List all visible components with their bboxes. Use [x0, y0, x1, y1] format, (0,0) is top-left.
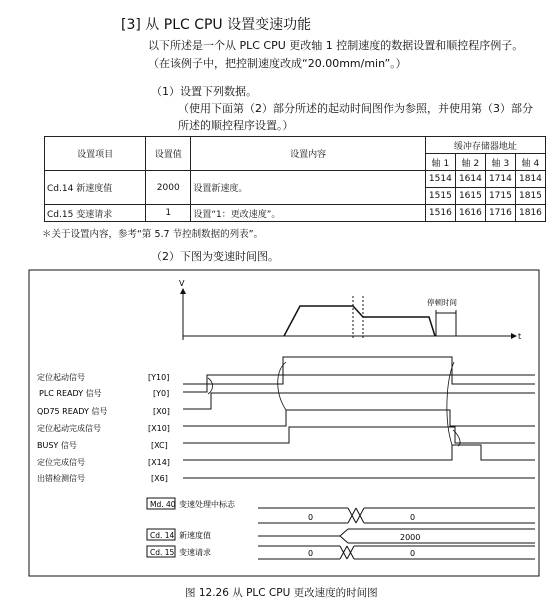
- item-code: Cd.14: [47, 184, 74, 194]
- md40-name: 变速处理中标志: [179, 500, 235, 509]
- addr-cell: 1715: [485, 188, 515, 205]
- item-name: 变速请求: [76, 209, 113, 220]
- addr-cell: 1716: [485, 205, 515, 222]
- addr-cell: 1816: [515, 205, 545, 222]
- v-axis-arrow: [180, 288, 186, 294]
- section-number: [3]: [121, 17, 141, 33]
- header-buffer: 缓冲存储器地址: [425, 137, 545, 154]
- md40-code: Md. 40: [150, 500, 176, 509]
- signal-device: [XC]: [151, 441, 168, 450]
- addr-cell: 1815: [515, 188, 545, 205]
- footnote: ＊关于设置内容，参考“第 5.7 节控制数据的列表”。: [42, 229, 263, 240]
- t-axis-arrow: [511, 333, 517, 339]
- arrow-curve: [453, 430, 460, 446]
- addr-cell: 1516: [425, 205, 455, 222]
- addr-cell: 1614: [455, 171, 485, 188]
- addr-cell: 1714: [485, 171, 515, 188]
- item-code: Cd.15: [47, 209, 74, 220]
- signal-name: 出错检测信号: [37, 474, 85, 483]
- item-name: 新速度值: [76, 184, 113, 194]
- axis-t-label: t: [518, 332, 522, 341]
- md40-value: 0: [308, 513, 314, 522]
- waveform-x0: [183, 393, 535, 409]
- waveform-xc: [183, 427, 535, 443]
- signal-name: 定位起动信号: [37, 373, 85, 382]
- cd14-code: Cd. 14: [150, 531, 175, 540]
- signal-name: BUSY 信号: [37, 441, 77, 450]
- cd15-name: 变速请求: [179, 548, 211, 557]
- addr-cell: 1514: [425, 171, 455, 188]
- signal-device: [X10]: [148, 424, 170, 433]
- axis-v-label: V: [179, 279, 185, 288]
- waveform-x10: [183, 410, 535, 426]
- step2-heading: （2）下图为变速时间图。: [151, 250, 279, 263]
- addr-cell: 1814: [515, 171, 545, 188]
- arrow-curve: [447, 362, 454, 445]
- arrow-curve: [278, 362, 286, 410]
- header-item: 设置项目: [45, 137, 146, 171]
- waveform-x14: [183, 445, 535, 460]
- content-cell: 设置“1：更改速度”。: [191, 205, 426, 222]
- signal-name: 定位起动完成信号: [37, 424, 101, 433]
- addr-cell: 1615: [455, 188, 485, 205]
- signal-device: [X6]: [151, 474, 168, 483]
- step1-heading: （1）设置下列数据。: [151, 85, 257, 98]
- signal-name: QD75 READY 信号: [37, 407, 108, 416]
- intro-line-2: （在该例子中，把控制速度改成“20.00mm/min”。）: [148, 57, 407, 70]
- figure-caption: 图 12.26 从 PLC CPU 更改速度的时间图: [185, 587, 378, 599]
- value-cell: 1: [146, 205, 191, 222]
- header-value: 设置值: [146, 137, 191, 171]
- cd14-transition: [340, 529, 348, 536]
- speed-profile: [284, 306, 435, 336]
- addr-cell: 1515: [425, 188, 455, 205]
- signal-device: [Y10]: [148, 373, 170, 382]
- cd14-name: 新速度值: [179, 531, 211, 540]
- signal-name: 定位完成信号: [37, 458, 85, 467]
- cd15-value: 0: [308, 549, 314, 558]
- value-cell: 2000: [146, 171, 191, 205]
- diagram-frame: [29, 270, 539, 576]
- signal-device: [Y0]: [153, 389, 170, 398]
- step1-note-1: （使用下面第（2）部分所述的起动时间图作为参照，并使用第（3）部分: [178, 102, 533, 115]
- header-axis-3: 轴 3: [485, 154, 515, 171]
- cd14-value: 2000: [400, 533, 421, 542]
- cd15-code: Cd. 15: [150, 548, 175, 557]
- md40-value: 0: [410, 513, 416, 522]
- dwell-label: 停顿时间: [427, 298, 457, 307]
- section-heading: 从 PLC CPU 设置变速功能: [145, 17, 312, 33]
- signal-device: [X14]: [148, 458, 170, 467]
- header-axis-1: 轴 1: [425, 154, 455, 171]
- intro-line-1: 以下所述是一个从 PLC CPU 更改轴 1 控制速度的数据设置和顺控程序例子。: [148, 39, 524, 52]
- cd15-value: 0: [410, 549, 416, 558]
- signal-device: [X0]: [153, 407, 170, 416]
- signal-name: PLC READY 信号: [39, 389, 102, 398]
- step1-note-2: 所述的顺控程序设置。）: [178, 119, 294, 132]
- cd14-transition: [340, 536, 348, 543]
- header-content: 设置内容: [191, 137, 426, 171]
- content-cell: 设置新速度。: [191, 171, 426, 205]
- header-axis-4: 轴 4: [515, 154, 545, 171]
- addr-cell: 1616: [455, 205, 485, 222]
- waveform-y10: [183, 357, 535, 384]
- header-axis-2: 轴 2: [455, 154, 485, 171]
- arrow-curve: [208, 378, 213, 394]
